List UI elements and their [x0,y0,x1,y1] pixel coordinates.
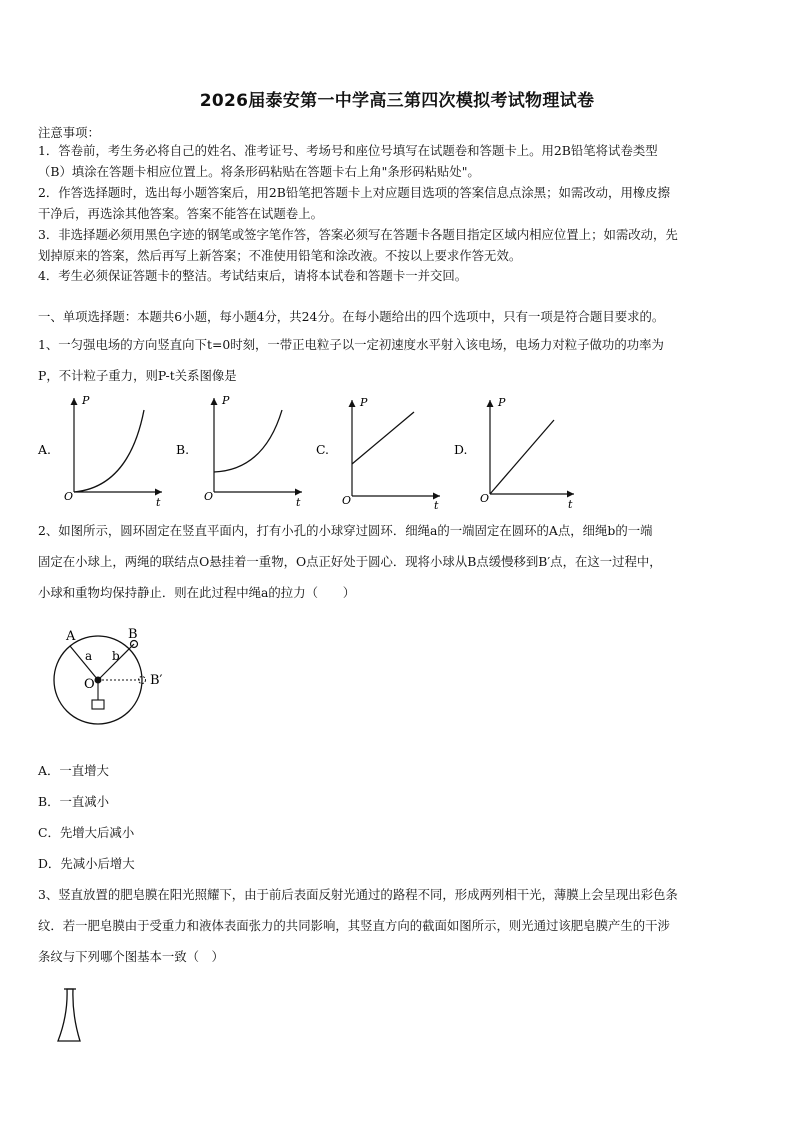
graph-b[interactable] [176,394,302,509]
graph-d[interactable] [454,396,574,511]
axis-p-label: P [82,394,90,407]
axis-t-label: t [156,496,161,509]
origin-label: O [204,490,214,503]
question-2-figure [52,622,182,732]
rope-a [70,646,98,680]
question-3-line-1: 3、竖直放置的肥皂膜在阳光照耀下，由于前后表面反射光通过的路程不同，形成两列相干光，薄膜上会呈现出彩色条 [38,887,678,902]
point-o-label: O [84,677,95,692]
line-d [490,420,554,494]
weight [92,700,104,709]
question-2-line-1: 2、如图所示，圆环固定在竖直平面内，打有小孔的小球穿过圆环．细绳a的一端固定在圆环的A点，细绳b的一端 [38,523,653,538]
point-a-label: A [66,629,76,644]
axis-p-label: P [498,396,506,409]
question-1-line-1: 1、一匀强电场的方向竖直向下t=0时刻，一带正电粒子以一定初速度水平射入该电场，电场力对粒子做功的功率为 [38,337,664,352]
axis-t-label: t [296,496,301,509]
origin-label: O [64,490,74,503]
q2-option-c[interactable]: C．先增大后减小 [38,825,135,840]
question-1-line-2: P，不计粒子重力，则P-t关系图像是 [38,368,237,383]
rope-b-label: b [112,649,120,663]
point-bprime-label: B′ [150,673,163,688]
origin-label: O [480,492,490,505]
question-3-line-2: 纹．若一肥皂膜由于受重力和液体表面张力的共同影响，其竖直方向的截面如图所示，则光通过该肥皂膜产生的干涉 [38,918,670,933]
point-b-label: B [128,627,138,642]
axis-p-label: P [222,394,230,407]
curve-b [214,410,282,472]
notice-item: 1．答卷前，考生务必将自己的姓名、准考证号、考场号和座位号填写在试题卷和答题卡上。用2B铅笔将试卷类型 [38,143,658,158]
option-c-label: C. [316,442,329,457]
q2-option-d[interactable]: D．先减小后增大 [38,856,135,871]
notice-item: 3．非选择题必须用黑色字迹的钢笔或签字笔作答，答案必须写在答题卡各题目指定区域内相应位置上；如需改动，先 [38,227,678,242]
soap-film-figure [50,985,90,1047]
question-2-line-2: 固定在小球上，两绳的联结点O悬挂着一重物，O点正好处于圆心．现将小球从B点缓慢移到B′点，在这一过程中， [38,554,662,569]
option-d-label: D. [454,442,468,457]
question-3-line-3: 条纹与下列哪个图基本一致（ ） [38,949,224,964]
question-1-graphs [34,392,594,512]
curve-a [74,410,144,492]
notice-item: 干净后，再选涂其他答案。答案不能答在试题卷上。 [38,206,323,221]
notice-item: 2．作答选择题时，选出每小题答案后，用2B铅笔把答题卡上对应题目选项的答案信息点涂黑；如需改动，用橡皮擦 [38,185,671,200]
origin-label: O [342,494,352,507]
rope-a-label: a [85,649,93,663]
q2-option-a[interactable]: A．一直增大 [38,763,109,778]
line-c [352,412,414,464]
q2-option-b[interactable]: B．一直减小 [38,794,110,809]
graph-a[interactable] [37,394,162,509]
axis-p-label: P [360,396,368,409]
option-a-label: A. [38,442,51,457]
question-2-line-3: 小球和重物均保持静止．则在此过程中绳a的拉力（ ） [38,585,356,600]
section-heading: 一、单项选择题：本题共6小题，每小题4分，共24分。在每小题给出的四个选项中，只有一项是符合题目要求的。 [38,309,665,324]
notice-item: 划掉原来的答案，然后再写上新答案；不准使用铅笔和涂改液。不按以上要求作答无效。 [38,248,522,263]
notice-heading: 注意事项： [38,125,100,140]
axis-t-label: t [568,498,573,511]
axis-t-label: t [434,499,439,512]
notice-item: 4．考生必须保证答题卡的整洁。考试结束后，请将本试卷和答题卡一并交回。 [38,268,468,283]
page-title: 2026届泰安第一中学高三第四次模拟考试物理试卷 [199,91,595,111]
option-b-label: B. [176,442,190,457]
notice-item: （B）填涂在答题卡相应位置上。将条形码粘贴在答题卡右上角"条形码粘贴处"。 [38,164,480,179]
graph-c[interactable] [316,396,440,512]
